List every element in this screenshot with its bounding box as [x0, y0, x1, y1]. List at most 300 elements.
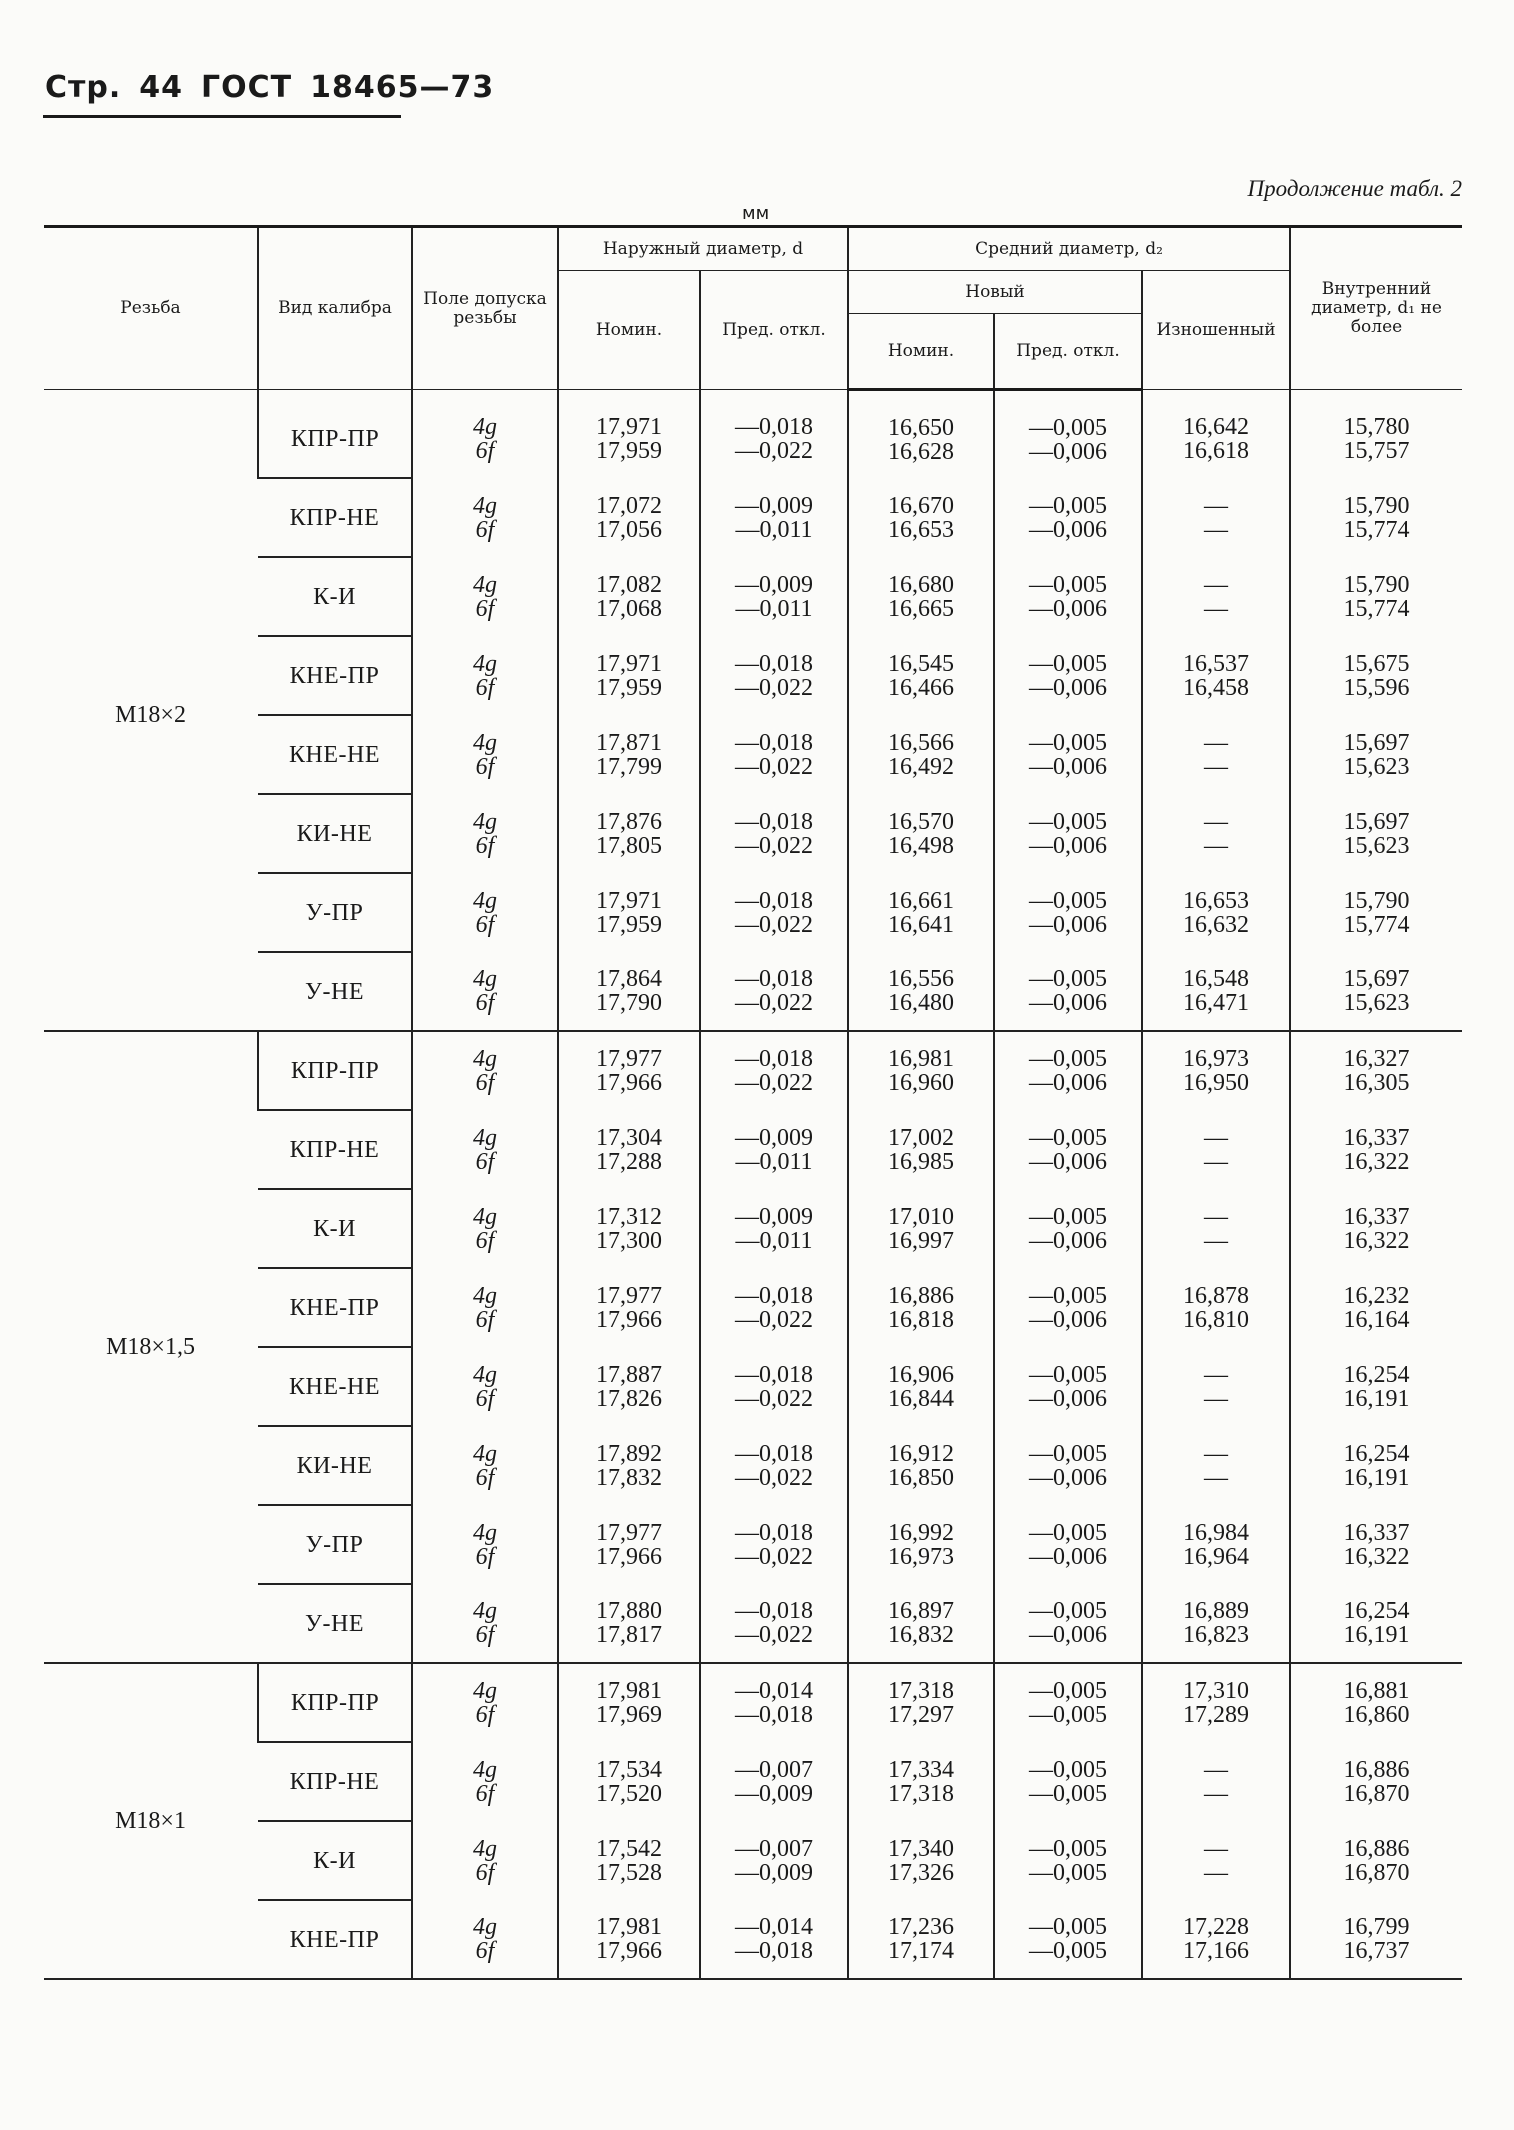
middle-deviation-value: —0,006 — [1029, 911, 1107, 938]
middle-deviation-value: —0,006 — [1029, 1227, 1107, 1254]
middle-nominal-cell — [848, 794, 994, 873]
outer-nominal-value: 17,959 — [596, 911, 662, 938]
middle-deviation-value: —0,005 — [1029, 1756, 1107, 1783]
outer-deviation-cell — [700, 390, 848, 479]
middle-worn-value: 16,810 — [1183, 1306, 1249, 1333]
gauge-type-cell: КНЕ-НЕ — [258, 1347, 412, 1426]
outer-deviation-value: —0,018 — [735, 1598, 813, 1624]
inner-diameter-cell — [1290, 794, 1462, 873]
outer-nominal-cell — [558, 636, 700, 715]
outer-deviation-value: —0,011 — [735, 1227, 813, 1254]
tolerance-cell — [412, 1584, 558, 1663]
tolerance-value: 4g — [473, 414, 497, 440]
middle-worn-cell — [1142, 1347, 1290, 1426]
inner-diameter-cell — [1290, 1663, 1462, 1742]
outer-nominal-cell — [558, 794, 700, 873]
inner-diameter-cell — [1290, 636, 1462, 715]
outer-deviation-value: —0,022 — [735, 438, 813, 464]
outer-nominal-value: 17,534 — [596, 1756, 662, 1783]
inner-diameter-cell — [1290, 1347, 1462, 1426]
outer-deviation-value: —0,022 — [735, 1070, 813, 1096]
middle-nominal-value: 16,566 — [888, 729, 954, 756]
tolerance-value: 6f — [475, 1859, 495, 1886]
inner-diameter-value: 16,305 — [1343, 1070, 1410, 1096]
outer-deviation-value: —0,022 — [735, 832, 813, 859]
middle-nominal-value: 16,641 — [888, 911, 954, 938]
tolerance-cell — [412, 1821, 558, 1900]
outer-deviation-value: —0,022 — [735, 911, 813, 938]
middle-nominal-value: 16,680 — [888, 571, 954, 598]
inner-diameter-value: 15,790 — [1343, 571, 1410, 598]
tolerance-value: 4g — [473, 1835, 497, 1862]
tolerance-value: 6f — [475, 438, 495, 464]
outer-deviation-value: —0,011 — [735, 516, 813, 543]
gauge-type-cell: КПР-НЕ — [258, 1110, 412, 1189]
middle-worn-value: — — [1204, 1835, 1228, 1862]
outer-deviation-cell — [700, 1900, 848, 1979]
gauge-type-cell: У-НЕ — [258, 1584, 412, 1663]
outer-deviation-value: —0,022 — [735, 1306, 813, 1333]
inner-diameter-cell — [1290, 1426, 1462, 1505]
outer-deviation-value: —0,022 — [735, 1385, 813, 1412]
middle-nominal-cell — [848, 1742, 994, 1821]
outer-deviation-value: —0,018 — [735, 1282, 813, 1309]
middle-worn-cell — [1142, 715, 1290, 794]
outer-nominal-value: 17,817 — [596, 1622, 662, 1648]
middle-worn-value: 16,548 — [1183, 966, 1249, 992]
tolerance-cell — [412, 1110, 558, 1189]
outer-deviation-value: —0,018 — [735, 1440, 813, 1467]
middle-nominal-cell — [848, 557, 994, 636]
middle-deviation-value: —0,005 — [1029, 650, 1107, 677]
middle-deviation-value: —0,005 — [1029, 571, 1107, 598]
middle-worn-value: — — [1204, 1780, 1228, 1807]
outer-nominal-cell — [558, 1900, 700, 1979]
middle-deviation-value: —0,005 — [1029, 1282, 1107, 1309]
page-header — [45, 70, 494, 105]
middle-worn-value: — — [1204, 571, 1228, 598]
outer-nominal-value: 17,971 — [596, 650, 662, 677]
middle-deviation-cell — [994, 557, 1142, 636]
outer-deviation-value: —0,007 — [735, 1835, 813, 1862]
middle-worn-value: 16,973 — [1183, 1046, 1249, 1072]
middle-nominal-value: 17,174 — [888, 1938, 954, 1964]
middle-nominal-cell — [848, 1821, 994, 1900]
middle-nominal-cell — [848, 1268, 994, 1347]
tolerance-value: 4g — [473, 1203, 497, 1230]
outer-nominal-value: 17,288 — [596, 1148, 662, 1175]
inner-diameter-cell — [1290, 873, 1462, 952]
inner-diameter-value: 16,860 — [1343, 1702, 1410, 1728]
middle-deviation-cell — [994, 1584, 1142, 1663]
middle-nominal-cell — [848, 1505, 994, 1584]
standard-number: 18465—73 — [310, 70, 495, 105]
outer-nominal-value: 17,966 — [596, 1938, 662, 1964]
col-middle-dev: Пред. откл. — [994, 314, 1142, 390]
col-thread: Резьба — [44, 227, 258, 390]
middle-deviation-value: —0,006 — [1029, 1148, 1107, 1175]
middle-deviation-cell — [994, 478, 1142, 557]
col-middle-group: Средний диаметр, d₂ — [848, 227, 1290, 271]
tolerance-value: 4g — [473, 1914, 497, 1940]
tolerance-value: 6f — [475, 1070, 495, 1096]
outer-nominal-cell — [558, 1268, 700, 1347]
tolerance-value: 4g — [473, 808, 497, 835]
tolerance-value: 4g — [473, 729, 497, 756]
inner-diameter-value: 16,337 — [1343, 1519, 1410, 1546]
middle-nominal-value: 17,002 — [888, 1124, 954, 1151]
middle-deviation-cell — [994, 1821, 1142, 1900]
middle-worn-value: — — [1204, 729, 1228, 756]
inner-diameter-value: 16,327 — [1343, 1046, 1410, 1072]
middle-deviation-cell — [994, 636, 1142, 715]
inner-diameter-value: 16,191 — [1343, 1464, 1410, 1491]
outer-deviation-cell — [700, 1821, 848, 1900]
page-number: 44 — [139, 70, 184, 105]
middle-worn-value: 16,618 — [1183, 438, 1249, 464]
inner-diameter-value: 15,774 — [1343, 516, 1410, 543]
middle-deviation-cell — [994, 1900, 1142, 1979]
outer-deviation-value: —0,018 — [735, 729, 813, 756]
middle-deviation-value: —0,006 — [1029, 753, 1107, 780]
middle-nominal-value: 16,992 — [888, 1519, 954, 1546]
middle-nominal-value: 16,981 — [888, 1046, 954, 1072]
tolerance-value: 4g — [473, 1282, 497, 1309]
outer-nominal-value: 17,971 — [596, 414, 662, 440]
outer-nominal-value: 17,520 — [596, 1780, 662, 1807]
middle-nominal-value: 16,850 — [888, 1464, 954, 1491]
outer-nominal-value: 17,790 — [596, 990, 662, 1016]
tolerance-cell — [412, 1189, 558, 1268]
middle-nominal-value: 17,236 — [888, 1914, 954, 1940]
inner-diameter-value: 16,337 — [1343, 1203, 1410, 1230]
tolerance-cell — [412, 1742, 558, 1821]
middle-nominal-cell — [848, 390, 994, 479]
middle-nominal-value: 16,973 — [888, 1543, 954, 1570]
tolerance-value: 4g — [473, 571, 497, 598]
outer-nominal-value: 17,966 — [596, 1070, 662, 1096]
tolerance-value: 6f — [475, 1227, 495, 1254]
outer-nominal-cell — [558, 1031, 700, 1110]
middle-worn-cell — [1142, 1110, 1290, 1189]
middle-deviation-cell — [994, 390, 1142, 479]
inner-diameter-value: 15,675 — [1343, 650, 1410, 677]
gauge-dimensions-table — [44, 225, 1462, 1980]
middle-deviation-value: —0,005 — [1029, 1598, 1107, 1624]
middle-worn-cell — [1142, 1189, 1290, 1268]
tolerance-value: 4g — [473, 1678, 497, 1704]
outer-deviation-value: —0,018 — [735, 1046, 813, 1072]
middle-nominal-value: 16,670 — [888, 492, 954, 519]
outer-nominal-value: 17,959 — [596, 674, 662, 701]
middle-deviation-value: —0,005 — [1029, 414, 1107, 441]
gauge-type-cell: КПР-ПР — [258, 1031, 412, 1110]
outer-deviation-cell — [700, 557, 848, 636]
middle-deviation-cell — [994, 1347, 1142, 1426]
middle-nominal-value: 17,297 — [888, 1702, 954, 1728]
middle-worn-cell — [1142, 1505, 1290, 1584]
inner-diameter-value: 15,623 — [1343, 753, 1410, 780]
middle-worn-value: — — [1204, 1440, 1228, 1467]
middle-nominal-value: 16,661 — [888, 887, 954, 914]
inner-diameter-cell — [1290, 1031, 1462, 1110]
middle-nominal-value: 16,480 — [888, 990, 954, 1016]
middle-worn-cell — [1142, 390, 1290, 479]
middle-worn-value: — — [1204, 1227, 1228, 1254]
middle-worn-value: 16,642 — [1183, 414, 1249, 440]
inner-diameter-value: 15,790 — [1343, 492, 1410, 519]
tolerance-value: 6f — [475, 595, 495, 622]
inner-diameter-value: 16,232 — [1343, 1282, 1410, 1309]
middle-nominal-value: 16,653 — [888, 516, 954, 543]
inner-diameter-value: 16,870 — [1343, 1859, 1410, 1886]
col-gauge: Вид калибра — [258, 227, 412, 390]
middle-deviation-cell — [994, 1426, 1142, 1505]
table-row — [44, 390, 1462, 479]
tolerance-value: 4g — [473, 1124, 497, 1151]
gauge-type-cell: У-ПР — [258, 873, 412, 952]
middle-worn-value: 17,289 — [1183, 1702, 1249, 1728]
tolerance-value: 6f — [475, 1148, 495, 1175]
outer-nominal-value: 17,892 — [596, 1440, 662, 1467]
outer-nominal-value: 17,312 — [596, 1203, 662, 1230]
tolerance-value: 6f — [475, 832, 495, 859]
middle-nominal-value: 16,628 — [888, 438, 954, 465]
tolerance-value: 4g — [473, 1361, 497, 1388]
middle-deviation-value: —0,006 — [1029, 1070, 1107, 1096]
outer-nominal-value: 17,880 — [596, 1598, 662, 1624]
standard-label: ГОСТ — [201, 70, 293, 105]
col-middle-worn: Изношенный — [1142, 271, 1290, 390]
tolerance-cell — [412, 715, 558, 794]
tolerance-value: 4g — [473, 1756, 497, 1783]
tolerance-cell — [412, 1505, 558, 1584]
inner-diameter-value: 15,757 — [1343, 438, 1410, 464]
middle-nominal-value: 17,318 — [888, 1780, 954, 1807]
col-inner: Внутренний диаметр, d₁ не более — [1290, 227, 1462, 390]
outer-nominal-value: 17,876 — [596, 808, 662, 835]
tolerance-cell — [412, 1426, 558, 1505]
outer-deviation-value: —0,018 — [735, 808, 813, 835]
middle-nominal-cell — [848, 1110, 994, 1189]
inner-diameter-cell — [1290, 952, 1462, 1031]
gauge-type-cell: К-И — [258, 1189, 412, 1268]
middle-worn-value: 17,166 — [1183, 1938, 1249, 1964]
middle-nominal-value: 16,897 — [888, 1598, 954, 1624]
outer-deviation-cell — [700, 794, 848, 873]
tolerance-cell — [412, 390, 558, 479]
thread-cell: М18×2 — [44, 390, 258, 1032]
middle-deviation-cell — [994, 873, 1142, 952]
inner-diameter-value: 16,870 — [1343, 1780, 1410, 1807]
middle-deviation-value: —0,005 — [1029, 1914, 1107, 1940]
middle-deviation-cell — [994, 1110, 1142, 1189]
middle-worn-cell — [1142, 1742, 1290, 1821]
middle-deviation-value: —0,006 — [1029, 1543, 1107, 1570]
inner-diameter-value: 16,337 — [1343, 1124, 1410, 1151]
outer-nominal-value: 17,966 — [596, 1306, 662, 1333]
inner-diameter-value: 16,322 — [1343, 1227, 1410, 1254]
middle-worn-value: — — [1204, 1124, 1228, 1151]
outer-nominal-value: 17,977 — [596, 1282, 662, 1309]
outer-nominal-cell — [558, 952, 700, 1031]
outer-nominal-value: 17,969 — [596, 1702, 662, 1728]
outer-deviation-value: —0,009 — [735, 571, 813, 598]
inner-diameter-value: 15,780 — [1343, 414, 1410, 440]
tolerance-value: 4g — [473, 1519, 497, 1546]
outer-nominal-value: 17,959 — [596, 438, 662, 464]
middle-nominal-value: 17,334 — [888, 1756, 954, 1783]
thread-cell: М18×1,5 — [44, 1031, 258, 1663]
middle-nominal-cell — [848, 952, 994, 1031]
outer-nominal-cell — [558, 873, 700, 952]
middle-worn-value: — — [1204, 1361, 1228, 1388]
units-label: мм — [742, 203, 770, 224]
tolerance-cell — [412, 873, 558, 952]
middle-nominal-value: 16,886 — [888, 1282, 954, 1309]
outer-deviation-value: —0,018 — [735, 887, 813, 914]
middle-nominal-cell — [848, 1900, 994, 1979]
middle-deviation-value: —0,005 — [1029, 1203, 1107, 1230]
middle-nominal-value: 16,665 — [888, 595, 954, 622]
tolerance-value: 6f — [475, 1938, 495, 1964]
middle-nominal-value: 16,818 — [888, 1306, 954, 1333]
outer-deviation-value: —0,022 — [735, 1543, 813, 1570]
outer-deviation-value: —0,018 — [735, 650, 813, 677]
inner-diameter-cell — [1290, 1584, 1462, 1663]
middle-deviation-cell — [994, 715, 1142, 794]
tolerance-value: 6f — [475, 1780, 495, 1807]
middle-nominal-value: 16,556 — [888, 966, 954, 992]
middle-deviation-value: —0,006 — [1029, 595, 1107, 622]
col-outer-nom: Номин. — [558, 271, 700, 390]
middle-worn-cell — [1142, 1663, 1290, 1742]
middle-worn-value: — — [1204, 1148, 1228, 1175]
outer-deviation-cell — [700, 1505, 848, 1584]
thread-cell: М18×1 — [44, 1663, 258, 1979]
middle-worn-value: 16,889 — [1183, 1598, 1249, 1624]
outer-deviation-cell — [700, 952, 848, 1031]
middle-worn-cell — [1142, 952, 1290, 1031]
middle-nominal-cell — [848, 1347, 994, 1426]
tolerance-value: 4g — [473, 1598, 497, 1624]
inner-diameter-value: 16,886 — [1343, 1835, 1410, 1862]
inner-diameter-value: 16,254 — [1343, 1598, 1410, 1624]
middle-deviation-value: —0,006 — [1029, 1622, 1107, 1648]
middle-worn-value: — — [1204, 1756, 1228, 1783]
outer-deviation-value: —0,018 — [735, 1938, 813, 1964]
middle-worn-value: — — [1204, 1203, 1228, 1230]
middle-nominal-value: 16,498 — [888, 832, 954, 859]
middle-worn-cell — [1142, 1031, 1290, 1110]
middle-worn-value: 16,823 — [1183, 1622, 1249, 1648]
middle-worn-cell — [1142, 794, 1290, 873]
middle-deviation-value: —0,006 — [1029, 1464, 1107, 1491]
outer-nominal-value: 17,981 — [596, 1914, 662, 1940]
middle-nominal-cell — [848, 1189, 994, 1268]
middle-worn-cell — [1142, 1584, 1290, 1663]
inner-diameter-cell — [1290, 1742, 1462, 1821]
outer-deviation-cell — [700, 1663, 848, 1742]
middle-deviation-value: —0,005 — [1029, 966, 1107, 992]
inner-diameter-cell — [1290, 1189, 1462, 1268]
middle-deviation-value: —0,005 — [1029, 1835, 1107, 1862]
inner-diameter-cell — [1290, 1821, 1462, 1900]
outer-nominal-value: 17,981 — [596, 1678, 662, 1704]
outer-nominal-value: 17,971 — [596, 887, 662, 914]
outer-deviation-value: —0,009 — [735, 1859, 813, 1886]
gauge-type-cell: КПР-ПР — [258, 1663, 412, 1742]
middle-nominal-value: 17,326 — [888, 1859, 954, 1886]
outer-nominal-cell — [558, 1821, 700, 1900]
inner-diameter-value: 16,799 — [1343, 1914, 1410, 1940]
col-middle-new: Новый — [848, 271, 1142, 314]
middle-deviation-cell — [994, 794, 1142, 873]
col-middle-nom: Номин. — [848, 314, 994, 390]
middle-nominal-value: 16,832 — [888, 1622, 954, 1648]
outer-deviation-cell — [700, 636, 848, 715]
middle-worn-value: — — [1204, 492, 1228, 519]
gauge-type-cell: КПР-НЕ — [258, 478, 412, 557]
middle-worn-value: — — [1204, 753, 1228, 780]
outer-nominal-value: 17,304 — [596, 1124, 662, 1151]
middle-nominal-cell — [848, 1031, 994, 1110]
middle-worn-cell — [1142, 557, 1290, 636]
middle-deviation-value: —0,006 — [1029, 990, 1107, 1016]
middle-deviation-cell — [994, 1189, 1142, 1268]
middle-deviation-value: —0,005 — [1029, 1678, 1107, 1704]
outer-deviation-value: —0,022 — [735, 1464, 813, 1491]
outer-nominal-value: 17,300 — [596, 1227, 662, 1254]
inner-diameter-cell — [1290, 1110, 1462, 1189]
inner-diameter-value: 15,697 — [1343, 966, 1410, 992]
outer-nominal-value: 17,832 — [596, 1464, 662, 1491]
outer-deviation-cell — [700, 873, 848, 952]
outer-deviation-value: —0,011 — [735, 595, 813, 622]
inner-diameter-value: 15,774 — [1343, 595, 1410, 622]
tolerance-cell — [412, 478, 558, 557]
gauge-type-cell: КПР-ПР — [258, 390, 412, 479]
gauge-type-cell: У-НЕ — [258, 952, 412, 1031]
tolerance-cell — [412, 557, 558, 636]
outer-deviation-cell — [700, 1110, 848, 1189]
middle-nominal-cell — [848, 1426, 994, 1505]
outer-nominal-cell — [558, 715, 700, 794]
middle-worn-cell — [1142, 478, 1290, 557]
outer-nominal-cell — [558, 557, 700, 636]
tolerance-value: 6f — [475, 1543, 495, 1570]
outer-nominal-value: 17,887 — [596, 1361, 662, 1388]
middle-deviation-cell — [994, 1505, 1142, 1584]
tolerance-value: 4g — [473, 1440, 497, 1467]
middle-nominal-value: 16,985 — [888, 1148, 954, 1175]
tolerance-value: 4g — [473, 650, 497, 677]
outer-deviation-value: —0,018 — [735, 1361, 813, 1388]
tolerance-value: 4g — [473, 492, 497, 519]
middle-deviation-value: —0,005 — [1029, 1046, 1107, 1072]
gauge-type-cell: К-И — [258, 557, 412, 636]
middle-nominal-value: 16,650 — [888, 414, 954, 441]
middle-nominal-cell — [848, 873, 994, 952]
middle-worn-value: 16,632 — [1183, 911, 1249, 938]
tolerance-cell — [412, 952, 558, 1031]
outer-deviation-value: —0,022 — [735, 753, 813, 780]
middle-nominal-value: 16,545 — [888, 650, 954, 677]
middle-nominal-value: 17,318 — [888, 1678, 954, 1704]
outer-deviation-value: —0,007 — [735, 1756, 813, 1783]
continuation-note: Продолжение табл. 2 — [1247, 176, 1462, 201]
outer-deviation-value: —0,009 — [735, 492, 813, 519]
